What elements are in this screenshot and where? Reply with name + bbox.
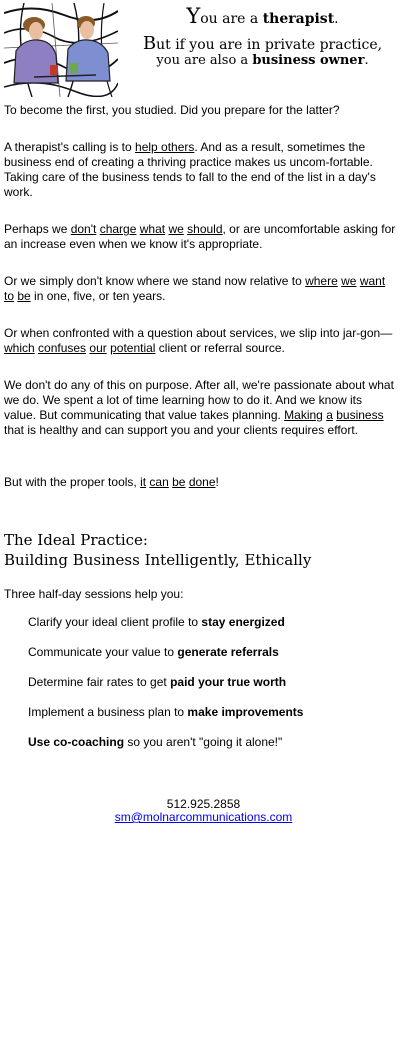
header-line-business-owner: you are also a business owner. <box>156 53 369 68</box>
benefit-item: Communicate your value to generate referrals <box>28 645 279 659</box>
header <box>0 0 407 100</box>
pricing-paragraph: Perhaps we don't charge what we should, or are uncomfortable asking for an increase even when we know it's appropriate. <box>4 222 396 251</box>
header-line-therapist: You are a therapist. <box>186 4 339 28</box>
passion-paragraph: We don't do any of this on purpose. After all, we're passionate about what we do. We spent a lot of time learning how to do it. And we know its value. But communicating that value takes planning. Making a business that is healthy and can support you and your clients requires effort. <box>4 378 394 437</box>
sessions-intro: Three half-day sessions help you: <box>4 587 184 601</box>
phone-number: 512.925.2858 <box>166 797 241 811</box>
therapist-client-illustration <box>4 3 118 97</box>
header-line-private-practice: But if you are in private practice, <box>142 33 383 54</box>
section-title-line2: Building Business Intelligently, Ethically <box>4 551 312 569</box>
contact-block <box>0 798 407 824</box>
email-link[interactable]: sm@molnarcommunications.com <box>114 810 293 824</box>
section-title <box>4 530 394 570</box>
goals-paragraph: Or we simply don't know where we stand now relative to where we want to be in one, five, or ten years. <box>4 274 386 303</box>
benefit-item: Implement a business plan to make improvements <box>28 705 304 719</box>
benefit-item: Use co-coaching so you aren't "going it alone!" <box>28 735 283 749</box>
intro-paragraph: To become the first, you studied. Did you prepare for the latter? <box>4 103 340 117</box>
benefit-item: Determine fair rates to get paid your true worth <box>28 675 287 689</box>
benefit-item: Clarify your ideal client profile to stay energized <box>28 615 285 629</box>
jargon-paragraph: Or when confronted with a question about services, we slip into jar-gon—which confuses our potential client or referral source. <box>4 326 393 355</box>
calling-paragraph: A therapist's calling is to help others. And as a result, sometimes the business end of creating a thriving practice makes us uncom-fortable. Taking care of the business tends to fall to the end of the list in a day's work. <box>4 140 376 199</box>
section-title-line1: The Ideal Practice: <box>4 531 148 549</box>
tools-paragraph: But with the proper tools, it can be done! <box>4 475 219 489</box>
